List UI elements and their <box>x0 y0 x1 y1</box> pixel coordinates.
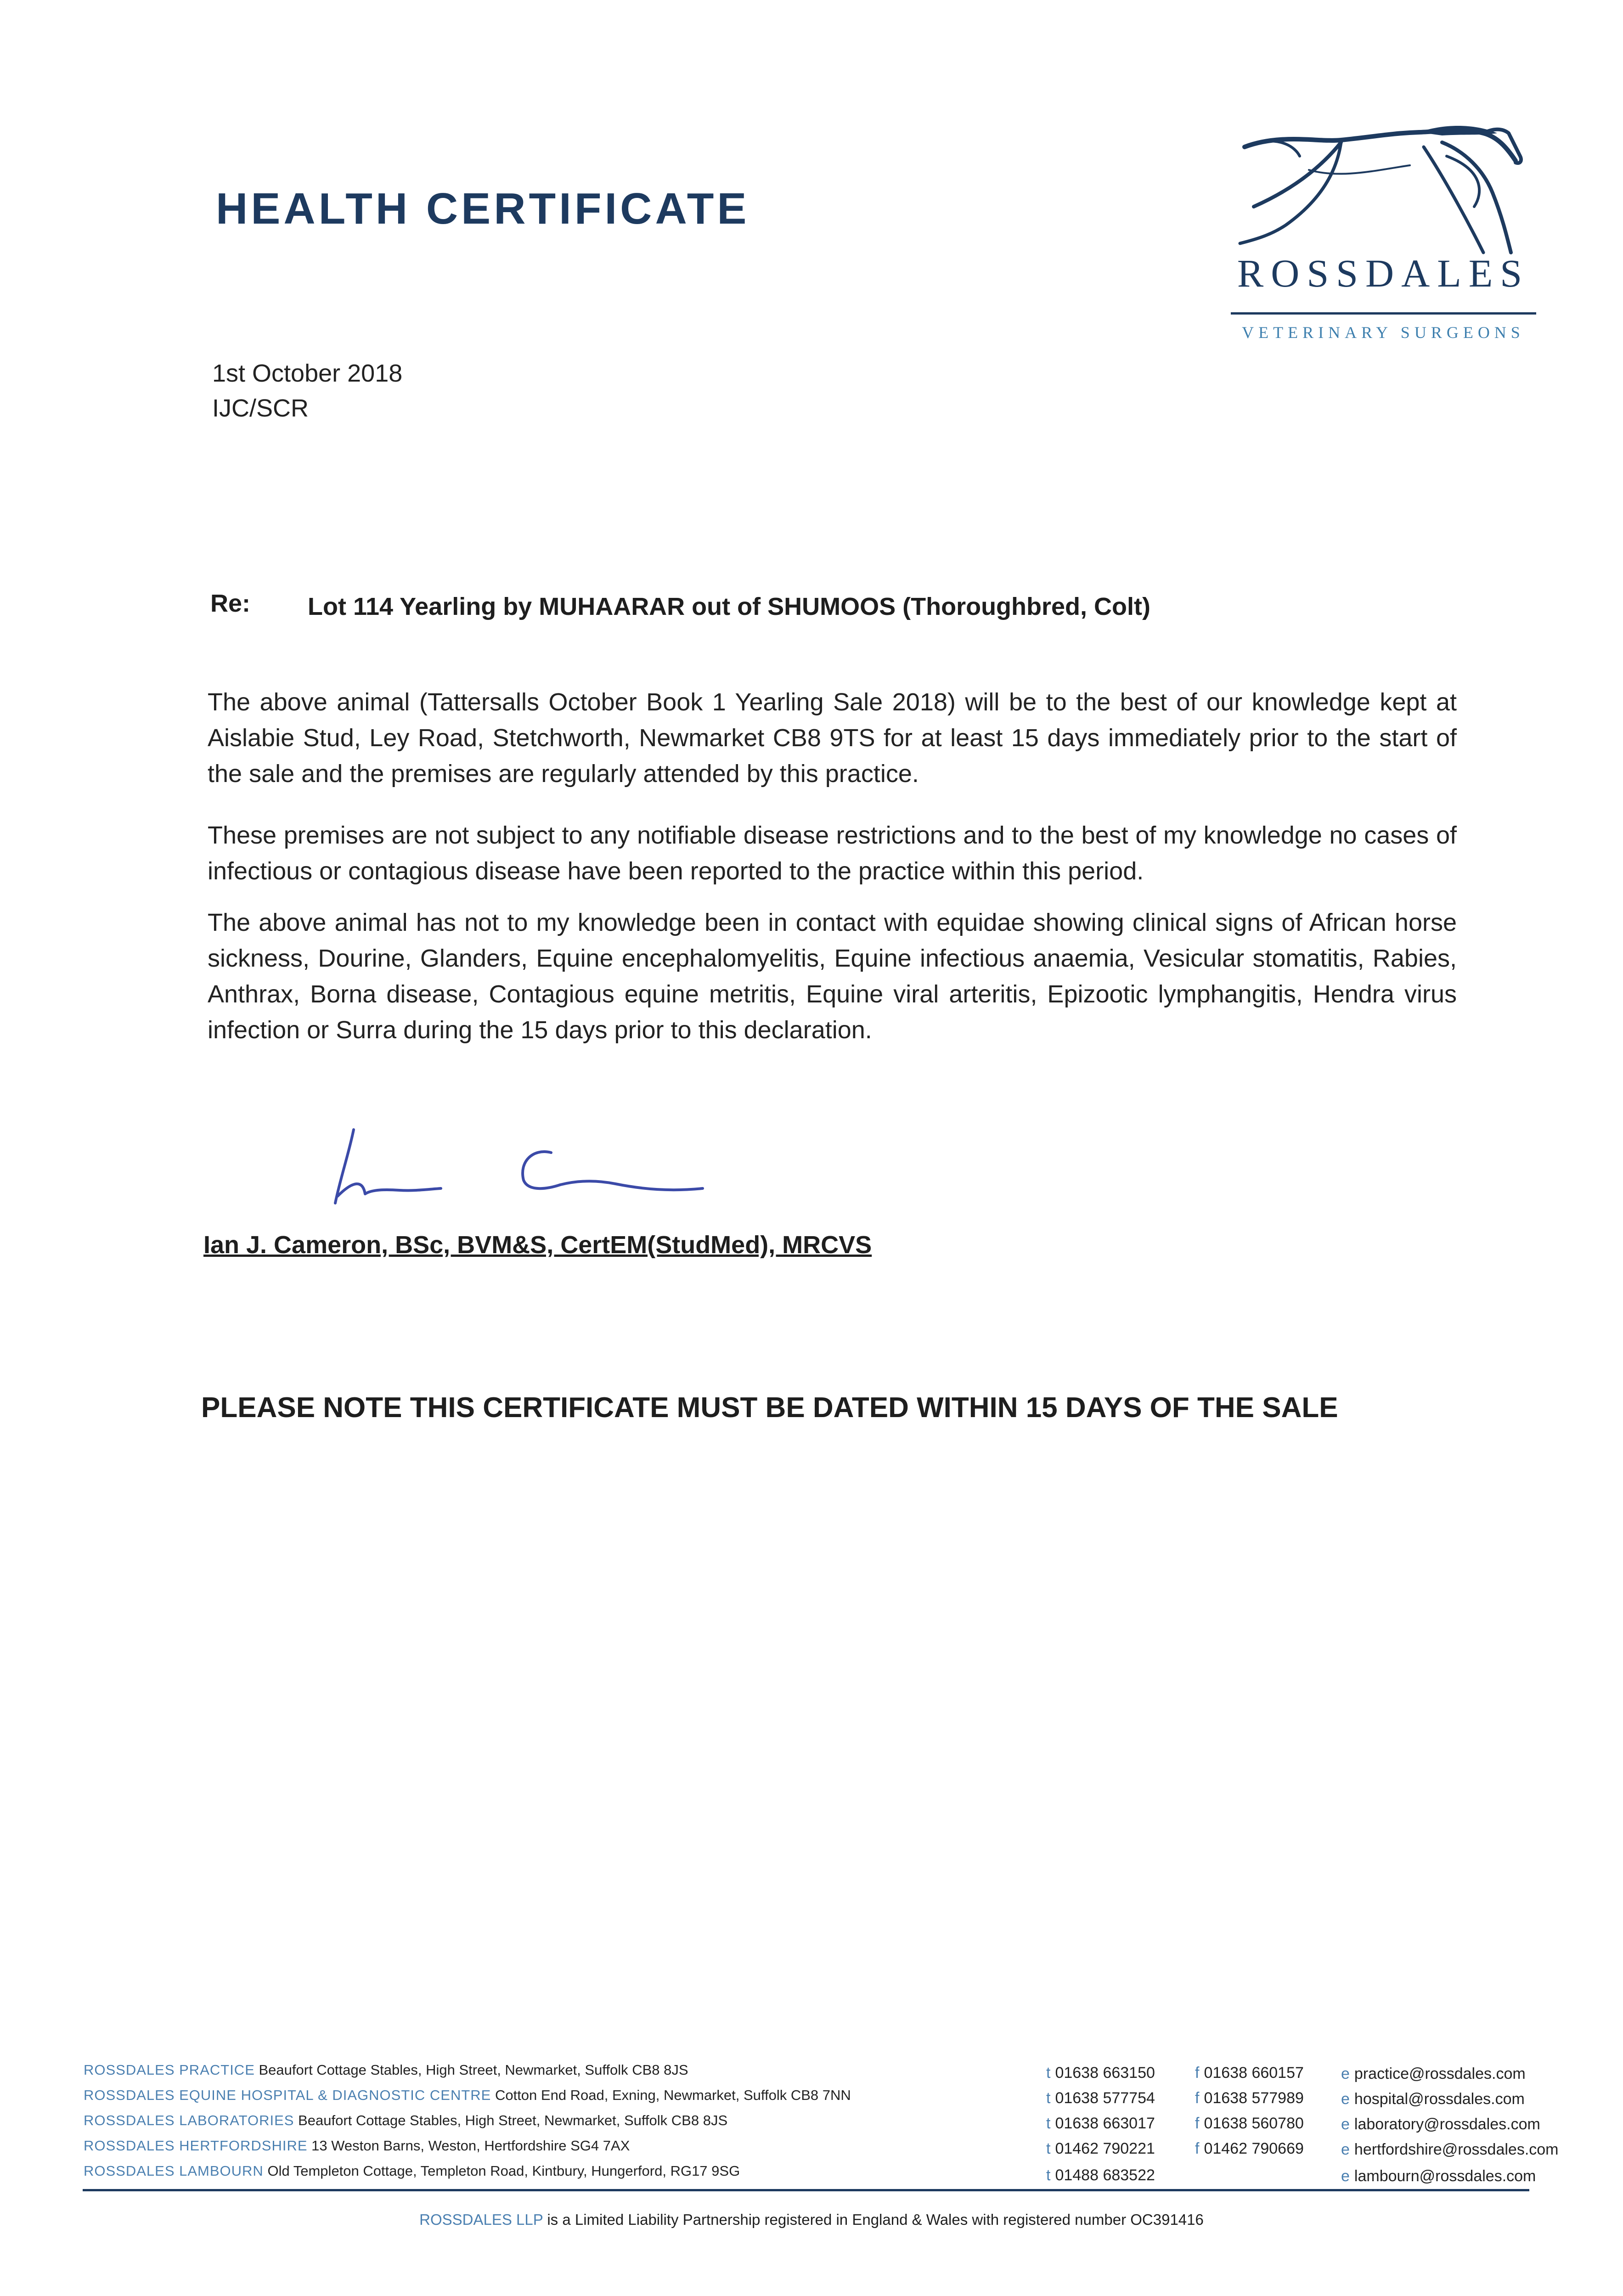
logo-wordmark: ROSSDALES <box>1237 251 1530 295</box>
footer-location <box>84 2062 688 2078</box>
footer-location-name: ROSSDALES PRACTICE <box>84 2062 255 2078</box>
letter-date: 1st October 2018 <box>212 360 403 387</box>
footer-location-address: Beaufort Cottage Stables, High Street, Newmarket, Suffolk CB8 8JS <box>259 2062 688 2078</box>
footer-location <box>84 2138 630 2154</box>
footer-location-address: Cotton End Road, Exning, Newmarket, Suffolk CB8 7NN <box>495 2087 851 2103</box>
handwritten-signature <box>321 1111 735 1231</box>
body-paragraph: These premises are not subject to any notifiable disease restrictions and to the best of my knowledge no cases of infectious or contagious disease have been reported to the practice within this period. <box>208 822 1457 885</box>
footer-fax: f 01638 660157 <box>1195 2064 1304 2082</box>
footer-location-name: ROSSDALES LAMBOURN <box>84 2163 264 2179</box>
llp-statement <box>0 2211 1623 2228</box>
signatory-name: Ian J. Cameron, BSc, BVM&S, CertEM(StudMed), MRCVS <box>203 1231 872 1259</box>
footer-location <box>84 2087 851 2104</box>
footer-telephone: t 01638 577754 <box>1046 2089 1155 2107</box>
footer-location-address: Beaufort Cottage Stables, High Street, Newmarket, Suffolk CB8 8JS <box>298 2112 728 2128</box>
footer-telephone: t 01462 790221 <box>1046 2140 1155 2157</box>
footer-location-name: ROSSDALES LABORATORIES <box>84 2112 294 2128</box>
footer-telephone: t 01488 683522 <box>1046 2167 1155 2184</box>
logo-divider <box>1231 312 1536 315</box>
footer-location-name: ROSSDALES HERTFORDSHIRE <box>84 2138 308 2154</box>
logo-subtitle: VETERINARY SURGEONS <box>1242 323 1525 342</box>
dating-notice: PLEASE NOTE THIS CERTIFICATE MUST BE DATED WITHIN 15 DAYS OF THE SALE <box>201 1392 1338 1424</box>
llp-name: ROSSDALES LLP <box>419 2211 543 2228</box>
footer-fax: f 01462 790669 <box>1195 2140 1304 2157</box>
footer-fax: f 01638 560780 <box>1195 2115 1304 2132</box>
footer-location-name: ROSSDALES EQUINE HOSPITAL & DIAGNOSTIC CENTRE <box>84 2087 491 2103</box>
footer-telephone: t 01638 663017 <box>1046 2115 1155 2132</box>
footer-location-address: 13 Weston Barns, Weston, Hertfordshire SG4 7AX <box>311 2138 630 2154</box>
running-horse-logo-icon <box>1226 115 1538 266</box>
footer-location <box>84 2112 727 2129</box>
subject-line: Lot 114 Yearling by MUHAARAR out of SHUMOOS (Thoroughbred, Colt) <box>308 593 1150 620</box>
subject-label: Re: <box>210 590 251 617</box>
footer-location <box>84 2163 740 2179</box>
footer-email: e lambourn@rossdales.com <box>1341 2167 1536 2185</box>
footer-email: e hertfordshire@rossdales.com <box>1341 2141 1559 2158</box>
footer-telephone: t 01638 663150 <box>1046 2064 1155 2082</box>
footer-location-address: Old Templeton Cottage, Templeton Road, Kintbury, Hungerford, RG17 9SG <box>267 2163 740 2179</box>
footer-divider <box>83 2189 1529 2191</box>
body-paragraph: The above animal has not to my knowledge been in contact with equidae showing clinical signs of African horse sickness, Dourine, Glanders, Equine encephalomyelitis, Equine infectious anaemia, Vesicular stomatitis, Rabies, Anthrax, Borna disease, Contagious equine metritis, Equine viral arteritis, Epizootic lymphangitis, Hendra virus infection or Surra during the 15 days prior to this declaration. <box>208 909 1457 1044</box>
footer-fax: f 01638 577989 <box>1195 2089 1304 2107</box>
document-title: HEALTH CERTIFICATE <box>216 184 750 233</box>
llp-text: is a Limited Liability Partnership registered in England & Wales with registered number OC391416 <box>547 2211 1204 2228</box>
footer-email: e practice@rossdales.com <box>1341 2065 1526 2082</box>
footer-email: e laboratory@rossdales.com <box>1341 2116 1540 2133</box>
letter-reference: IJC/SCR <box>212 394 309 422</box>
footer-email: e hospital@rossdales.com <box>1341 2090 1525 2108</box>
body-paragraph: The above animal (Tattersalls October Book 1 Yearling Sale 2018) will be to the best of our knowledge kept at Aislabie Stud, Ley Road, Stetchworth, Newmarket CB8 9TS for at least 15 days immediately prior to the start of the sale and the premises are regularly attended by this practice. <box>208 688 1457 788</box>
